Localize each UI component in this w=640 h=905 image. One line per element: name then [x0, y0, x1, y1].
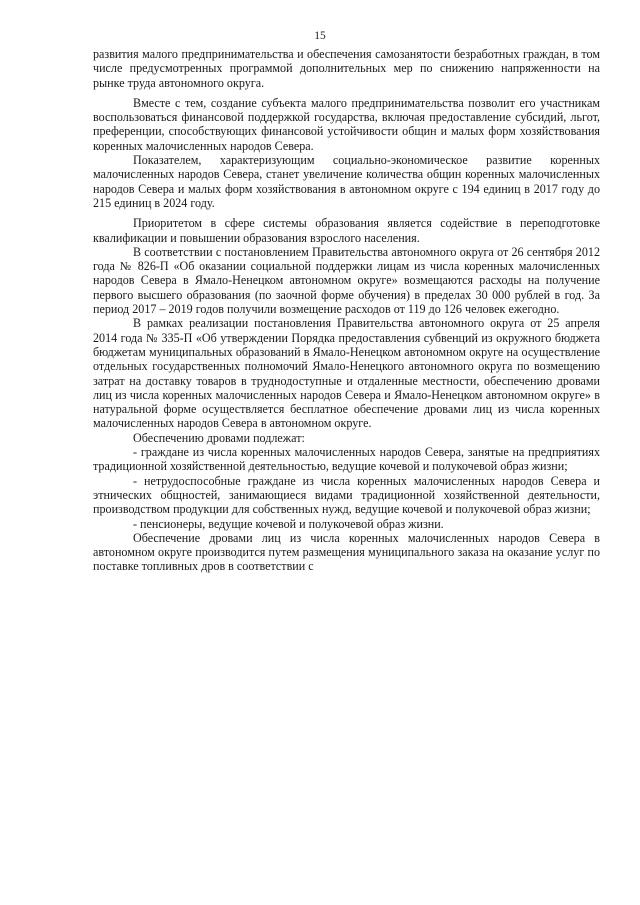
- document-body: [93, 47, 600, 574]
- paragraph-small-business-continuation: развития малого предпринимательства и обеспечения самозанятости безработных граждан, в том числе предусмотренных программой дополнительных мер по снижению напряженности на рынке труда автономного округа.: [93, 47, 600, 90]
- list-item-pensioners: - пенсионеры, ведущие кочевой и полукочевой образ жизни.: [133, 516, 444, 531]
- paragraph-firewood-procurement: Обеспечение дровами лиц из числа коренных малочисленных народов Севера в автономном округе производится путем размещения муниципального заказа на оказание услуг по поставке топливных дров в соответствии с: [93, 530, 600, 574]
- page-number: 15: [314, 30, 326, 42]
- list-item-traditional-workers: - граждане из числа коренных малочисленных народов Севера, занятые на предприятиях традиционной хозяйственной деятельностью, ведущие кочевой и полукочевой образ жизни;: [93, 445, 600, 474]
- paragraph-firewood-eligibility-intro: Обеспечению дровами подлежат:: [133, 430, 305, 445]
- paragraph-education-priority: Приоритетом в сфере системы образования является содействие в переподготовке квалификации и повышении образования взрослого населения.: [93, 216, 600, 245]
- paragraph-development-indicator: Показателем, характеризующим социально-экономическое развитие коренных малочисленных народов Севера, станет увеличение количества общин коренных малочисленных народов Севера и малых форм хозяйствования в автономном округе с 194 единиц в 2017 году до 215 единиц в 2024 году.: [93, 153, 600, 210]
- paragraph-higher-education-compensation: В соответствии с постановлением Правительства автономного округа от 26 сентября 2012 года № 826-П «Об оказании социальной поддержки лицам из числа коренных малочисленных народов Севера в Ямало-Ненецком автономном округе» возмещаются расходы на получение первого высшего образования (по заочной форме обучения) в пределах 30 000 рублей в год. За период 2017 – 2019 годов получили возмещение расходов от 119 до 126 человек ежегодно.: [93, 244, 600, 317]
- paragraph-firewood-resolution: В рамках реализации постановления Правительства автономного округа от 25 апреля 2014 года № 335-П «Об утверждении Порядка предоставления субвенций из окружного бюджета бюджетам муниципальных образований в Ямало-Ненецком автономном округе на осуществление отдельных государственных полномочий Ямало-Ненецкого автономного округа по возмещению затрат на доставку товаров в труднодоступные и отдаленные местности, обеспечению дровами лиц из числа коренных малочисленных народов Севера и Ямало-Ненецком автономном округе» в натуральной форме осуществляется бесплатное обеспечение дровами лиц из числа коренных малочисленных народов Севера в автономном округе.: [93, 316, 600, 431]
- paragraph-state-support: Вместе с тем, создание субъекта малого предпринимательства позволит его участникам воспользоваться финансовой поддержкой государства, включая предоставление субсидий, льгот, преференции, способствующих финансовой устойчивости общин и малых форм хозяйствования коренных малочисленных народов Севера.: [93, 95, 600, 153]
- list-item-disabled-citizens: - нетрудоспособные граждане из числа коренных малочисленных народов Севера и этнических общностей, занимающиеся видами традиционной хозяйственной деятельности, производством продукции для собственных нужд, ведущие кочевой и полукочевой образ жизни;: [93, 473, 600, 517]
